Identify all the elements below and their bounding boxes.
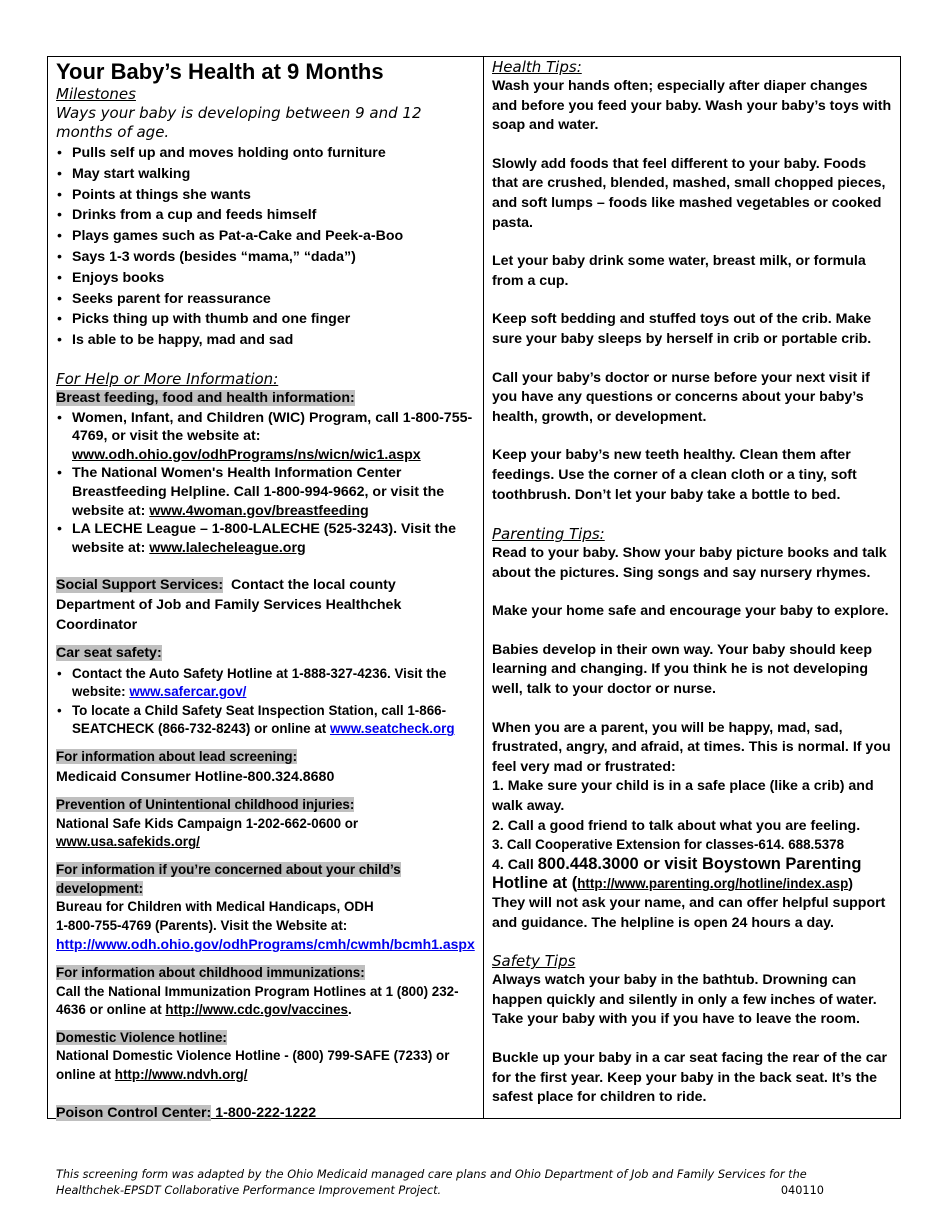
injury-section [56,796,477,852]
step-2: 2. Call a good friend to talk about what you are feeling. [492,817,861,834]
carseat-heading: Car seat safety: [56,645,162,662]
safekids-link[interactable]: www.usa.safekids.org/ [56,834,200,850]
cdc-link[interactable]: http://www.cdc.gov/vaccines [165,1002,348,1018]
nwhic-link[interactable]: www.4woman.gov/breastfeeding [149,502,369,519]
list-item: • May start walking [56,164,477,185]
lll-link[interactable]: www.lalecheleague.org [149,539,306,556]
safety-tip: Buckle up your baby in a car seat facing the rear of the car for the first year. Keep your baby in the back seat. It’s the safest place for children to ride. [492,1049,888,1106]
left-column [48,57,484,1121]
injury-text: National Safe Kids Campaign 1-202-662-0600 or [56,815,359,831]
lead-heading: For information about lead screening: [56,749,298,765]
list-item: • Pulls self up and moves holding onto furniture [56,143,477,164]
list-item: • Enjoys books [56,268,477,289]
parenting-tip: Babies develop in their own way. Your baby should keep learning and changing. If you think he is not developing well, talk to your doctor or nurse. [492,641,872,698]
milestones-heading: Milestones [56,85,136,103]
list-item: • Seeks parent for reassurance [56,289,477,310]
immunization-section [56,964,477,1020]
boystown-link[interactable]: http://www.parenting.org/hotline/index.asp [577,876,849,892]
step-4-suffix: ) [848,876,854,893]
immunization-heading: For information about childhood immunizations: [56,965,365,980]
health-tip: Keep soft bedding and stuffed toys out of the crib. Make sure your baby sleeps by herself in crib or portable crib. [492,311,872,347]
list-item [56,520,477,557]
poison-heading: Poison Control Center: [56,1104,212,1121]
carseat-section [56,644,477,739]
ndvh-link[interactable]: http://www.ndvh.org/ [114,1066,248,1082]
social-text: Contact the local county Department of Job and Family Services Healthchek Coordinator [56,577,402,633]
milestones-list [56,143,477,351]
domestic-text: National Domestic Violence Hotline - (800) 799-SAFE (7233) or online at [56,1048,450,1082]
development-line2: 1-800-755-4769 (Parents). Visit the Website at: [56,917,348,933]
safety-tip: Always watch your baby in the bathtub. Drowning can happen quickly and silently in only a few inches of water. Take your baby with you if you have to leave the room. [492,972,877,1028]
safercar-link[interactable]: www.safercar.gov/ [129,684,247,700]
step-3: 3. Call Cooperative Extension for classes-614. 688.5378 [492,837,845,853]
development-section [56,861,477,955]
carseat-item1-text: Contact the Auto Safety Hotline at 1-888-327-4236. Visit the website: [72,665,447,700]
health-tip: Keep your baby’s new teeth healthy. Clean them after feedings. Use the corner of a clean cloth or a tiny, soft toothbrush. Don’t let your baby take a bottle to bed. [492,447,857,503]
health-tip: Wash your hands often; especially after diaper changes and before you feed your baby. Wash your baby’s toys with soap and water. [492,78,892,134]
list-item: • Drinks from a cup and feeds himself [56,205,477,226]
parenting-tip: Read to your baby. Show your baby picture books and talk about the pictures. Sing songs and say nursery rhymes. [492,545,887,581]
seatcheck-link[interactable]: www.seatcheck.org [329,721,455,737]
breastfeeding-section [56,389,477,557]
list-item [56,665,477,702]
immunization-text: Call the National Immunization Program Hotlines at 1 (800) 232-4636 or online at [56,983,459,1018]
poison-text: 1-800-222-1222 [215,1104,317,1121]
help-heading: For Help or More Information: [56,369,279,388]
carseat-item2-text: To locate a Child Safety Seat Inspection Station, call 1-866-SEATCHECK (866-732-8243) or online at [72,702,447,737]
health-tip: Let your baby drink some water, breast milk, or formula from a cup. [492,253,866,289]
health-tips-heading: Health Tips: [492,58,582,76]
list-item: • Says 1-3 words (besides “mama,” “dada”) [56,247,477,268]
social-section [56,576,477,635]
health-tip: Call your baby’s doctor or nurse before your next visit if you have any questions or concerns about your baby’s health, growth, or development. [492,369,870,425]
lead-text: Medicaid Consumer Hotline-800.324.8680 [56,768,335,785]
document-frame [47,56,901,1119]
wic-text: Women, Infant, and Children (WIC) Program, call 1-800-755-4769, or visit the website at: [72,409,473,445]
footer-line2: Healthchek-EPSDT Collaborative Performance Improvement Project. [56,1184,442,1197]
domestic-section [56,1029,477,1085]
injury-heading: Prevention of Unintentional childhood injuries: [56,797,355,813]
parenting-tip: Make your home safe and encourage your baby to explore. [492,603,889,620]
development-line1: Bureau for Children with Medical Handicaps, ODH [56,899,374,915]
list-item [56,409,477,465]
footer-line1: This screening form was adapted by the Ohio Medicaid managed care plans and Ohio Department of Job and Family Services for the [56,1168,807,1181]
footer [56,1167,836,1199]
milestones-intro: Ways your baby is developing between 9 and 12 months of age. [56,104,422,141]
development-heading: For information if you’re concerned about your child’s development: [56,862,401,896]
step-4 [492,855,894,894]
wic-link[interactable]: www.odh.ohio.gov/odhPrograms/ns/wicn/wic1.aspx [72,446,421,463]
list-item [56,702,477,739]
immunization-end: . [347,1002,352,1018]
right-column [484,57,900,1118]
emotions-text: When you are a parent, you will be happy, mad, sad, frustrated, angry, and afraid, at times. This is normal. If you feel very mad or frustrated: [492,719,891,775]
step-4-text: 800.448.3000 or visit Boystown Parenting Hotline at ( [492,854,862,893]
parenting-tips-heading: Parenting Tips: [492,525,605,544]
lead-section [56,748,477,787]
page-title: Your Baby’s Health at 9 Months [56,59,384,84]
poison-section [56,1104,477,1124]
step-1: 1. Make sure your child is in a safe place (like a crib) and walk away. [492,778,874,815]
bcmh-link[interactable]: http://www.odh.ohio.gov/odhPrograms/cmh/cwmh/bcmh1.aspx [56,936,475,953]
domestic-heading: Domestic Violence hotline: [56,1029,227,1045]
helpline-text: They will not ask your name, and can offer helpful support and guidance. The helpline is open 24 hours a day. [492,895,886,931]
lll-text: LA LECHE League – 1-800-LALECHE (525-3243). Visit the website at: [72,521,456,556]
safety-tips-heading: Safety Tips [492,952,576,971]
form-code: 040110 [780,1184,824,1197]
health-tip: Slowly add foods that feel different to your baby. Foods that are crushed, blended, mashed, small chopped pieces, and soft lumps – foods like mashed vegetables or cooked pasta. [492,155,886,231]
list-item [56,464,477,520]
step-4-prefix: 4. Call [492,856,538,873]
list-item: • Is able to be happy, mad and sad [56,330,477,351]
nwhic-text: The National Women's Health Information Center Breastfeeding Helpline. Call 1-800-994-9662, or visit the website at: [72,465,445,519]
social-heading: Social Support Services: [56,577,224,594]
list-item: • Plays games such as Pat-a-Cake and Peek-a-Boo [56,226,477,247]
list-item: • Picks thing up with thumb and one finger [56,309,477,330]
list-item: • Points at things she wants [56,185,477,206]
breastfeeding-heading: Breast feeding, food and health information: [56,389,355,406]
